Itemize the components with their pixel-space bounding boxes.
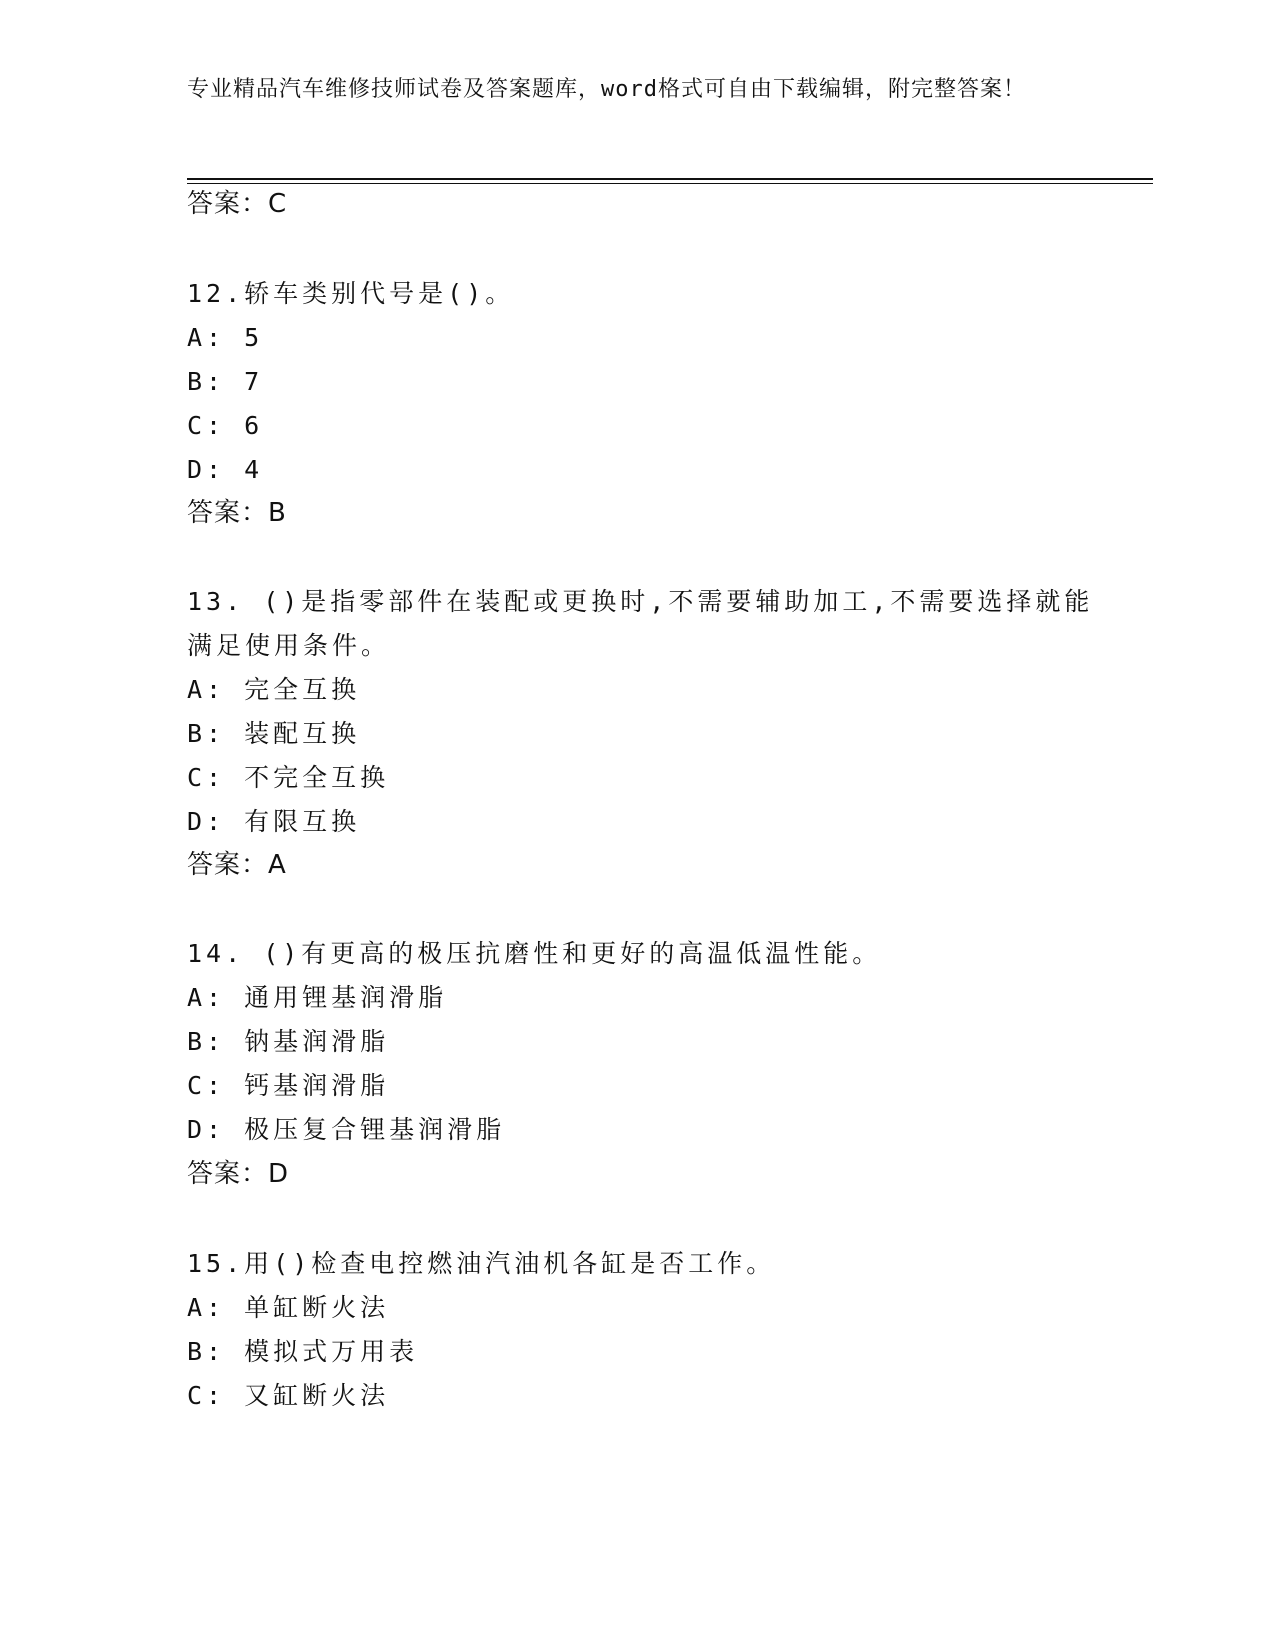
- answer-14: 答案：D: [187, 1159, 290, 1189]
- question-13-text-line1: 13. ()是指零部件在装配或更换时,不需要辅助加工,不需要选择就能: [187, 587, 1094, 616]
- question-13-option-a: A: 完全互换: [187, 675, 361, 704]
- answer-13: 答案：A: [187, 850, 287, 880]
- question-14-option-a: A: 通用锂基润滑脂: [187, 983, 448, 1012]
- answer-12: 答案：B: [187, 498, 287, 528]
- question-12-option-b: B: 7: [187, 367, 264, 396]
- answer-11: 答案：C: [187, 189, 288, 219]
- question-13-option-c: C: 不完全互换: [187, 763, 390, 792]
- question-15-text: 15.用()检查电控燃油汽油机各缸是否工作。: [187, 1249, 776, 1278]
- question-15-option-b: B: 模拟式万用表: [187, 1337, 419, 1366]
- question-13-text-line2: 满足使用条件。: [187, 631, 391, 660]
- question-12-text: 12.轿车类别代号是()。: [187, 279, 515, 308]
- question-15-option-a: A: 单缸断火法: [187, 1293, 390, 1322]
- header-rule-thick: [187, 178, 1153, 180]
- question-14-text: 14. ()有更高的极压抗磨性和更好的高温低温性能。: [187, 939, 882, 968]
- question-13-option-d: D: 有限互换: [187, 807, 361, 836]
- question-13-option-b: B: 装配互换: [187, 719, 361, 748]
- question-12-option-c: C: 6: [187, 411, 264, 440]
- question-14-option-c: C: 钙基润滑脂: [187, 1071, 390, 1100]
- question-14-option-d: D: 极压复合锂基润滑脂: [187, 1115, 506, 1144]
- header-rule-thin: [187, 183, 1153, 184]
- question-12-option-a: A: 5: [187, 323, 264, 352]
- question-12-option-d: D: 4: [187, 455, 264, 484]
- question-15-option-c: C: 又缸断火法: [187, 1381, 390, 1410]
- question-14-option-b: B: 钠基润滑脂: [187, 1027, 390, 1056]
- page-header: 专业精品汽车维修技师试卷及答案题库，word格式可自由下载编辑，附完整答案！: [187, 77, 1026, 102]
